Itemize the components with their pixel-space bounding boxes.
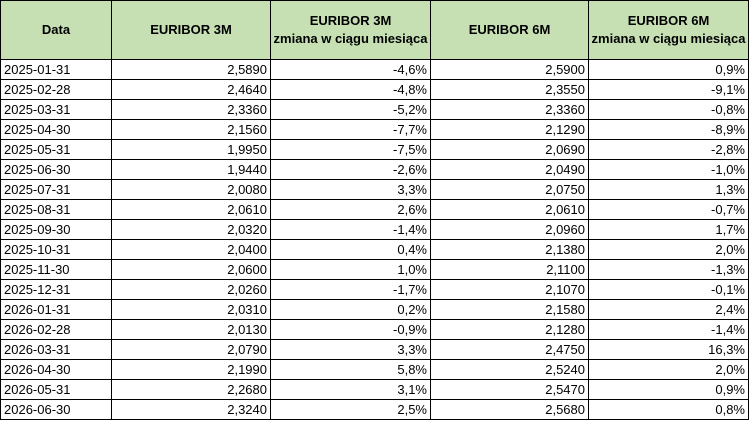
euribor-3m-cell: 2,0260 xyxy=(112,280,271,300)
table-row xyxy=(1,260,749,280)
date-cell: 2025-05-31 xyxy=(1,140,112,160)
euribor-6m-change-cell: -0,1% xyxy=(589,280,749,300)
header-row xyxy=(1,1,749,60)
euribor-6m-cell: 2,0690 xyxy=(431,140,589,160)
date-cell: 2026-02-28 xyxy=(1,320,112,340)
date-cell: 2025-03-31 xyxy=(1,100,112,120)
header-euribor-6m-change xyxy=(589,1,749,60)
date-cell: 2025-01-31 xyxy=(1,60,112,80)
euribor-6m-cell: 2,5470 xyxy=(431,380,589,400)
date-cell: 2025-12-31 xyxy=(1,280,112,300)
euribor-3m-cell: 1,9950 xyxy=(112,140,271,160)
euribor-6m-change-cell: 2,0% xyxy=(589,360,749,380)
euribor-6m-cell: 2,3360 xyxy=(431,100,589,120)
euribor-6m-cell: 2,5240 xyxy=(431,360,589,380)
euribor-3m-change-cell: 1,0% xyxy=(271,260,431,280)
euribor-6m-change-cell: -8,9% xyxy=(589,120,749,140)
table-row xyxy=(1,280,749,300)
euribor-6m-change-cell: 2,4% xyxy=(589,300,749,320)
table-row xyxy=(1,380,749,400)
table-row xyxy=(1,200,749,220)
table-row xyxy=(1,300,749,320)
header-euribor-6m-label: EURIBOR 6M xyxy=(468,22,551,37)
table-row xyxy=(1,320,749,340)
table-row xyxy=(1,140,749,160)
euribor-3m-cell: 2,3360 xyxy=(112,100,271,120)
header-euribor-3m-change-line2: zmiana w ciągu miesiąca xyxy=(273,31,428,46)
euribor-3m-cell: 2,4640 xyxy=(112,80,271,100)
header-euribor-6m xyxy=(431,1,589,60)
euribor-6m-cell: 2,5680 xyxy=(431,400,589,420)
euribor-6m-change-cell: -9,1% xyxy=(589,80,749,100)
euribor-3m-change-cell: 3,3% xyxy=(271,340,431,360)
date-cell: 2025-08-31 xyxy=(1,200,112,220)
euribor-3m-change-cell: -4,6% xyxy=(271,60,431,80)
table-row xyxy=(1,340,749,360)
euribor-3m-change-cell: -5,2% xyxy=(271,100,431,120)
table-row xyxy=(1,160,749,180)
euribor-6m-cell: 2,1580 xyxy=(431,300,589,320)
euribor-3m-change-cell: -7,5% xyxy=(271,140,431,160)
euribor-3m-cell: 2,5890 xyxy=(112,60,271,80)
table-row xyxy=(1,80,749,100)
euribor-6m-cell: 2,1380 xyxy=(431,240,589,260)
euribor-3m-cell: 2,0790 xyxy=(112,340,271,360)
euribor-6m-cell: 2,0960 xyxy=(431,220,589,240)
date-cell: 2026-03-31 xyxy=(1,340,112,360)
header-date xyxy=(1,1,112,60)
header-euribor-6m-change-line2: zmiana w ciągu miesiąca xyxy=(591,31,746,46)
table-row xyxy=(1,60,749,80)
header-euribor-6m-change-line1: EURIBOR 6M xyxy=(627,13,710,28)
date-cell: 2026-06-30 xyxy=(1,400,112,420)
euribor-3m-cell: 2,0600 xyxy=(112,260,271,280)
euribor-3m-change-cell: 2,5% xyxy=(271,400,431,420)
euribor-3m-cell: 2,1560 xyxy=(112,120,271,140)
euribor-6m-cell: 2,3550 xyxy=(431,80,589,100)
header-date-label: Data xyxy=(41,22,71,37)
euribor-3m-cell: 2,0080 xyxy=(112,180,271,200)
header-euribor-3m-change-line1: EURIBOR 3M xyxy=(309,13,392,28)
date-cell: 2025-04-30 xyxy=(1,120,112,140)
euribor-6m-change-cell: 1,7% xyxy=(589,220,749,240)
euribor-3m-change-cell: 0,2% xyxy=(271,300,431,320)
date-cell: 2025-10-31 xyxy=(1,240,112,260)
euribor-6m-change-cell: 0,8% xyxy=(589,400,749,420)
table-body xyxy=(1,60,749,420)
euribor-6m-change-cell: -1,4% xyxy=(589,320,749,340)
euribor-6m-change-cell: 0,9% xyxy=(589,60,749,80)
euribor-6m-cell: 2,0750 xyxy=(431,180,589,200)
euribor-6m-change-cell: -0,8% xyxy=(589,100,749,120)
euribor-6m-cell: 2,1280 xyxy=(431,320,589,340)
header-euribor-3m-label: EURIBOR 3M xyxy=(150,22,232,37)
euribor-6m-cell: 2,4750 xyxy=(431,340,589,360)
euribor-6m-change-cell: 0,9% xyxy=(589,380,749,400)
euribor-3m-change-cell: -7,7% xyxy=(271,120,431,140)
table-row xyxy=(1,240,749,260)
euribor-6m-cell: 2,1290 xyxy=(431,120,589,140)
table-row xyxy=(1,220,749,240)
euribor-3m-change-cell: -2,6% xyxy=(271,160,431,180)
table-row xyxy=(1,180,749,200)
euribor-6m-change-cell: -0,7% xyxy=(589,200,749,220)
euribor-3m-change-cell: 3,3% xyxy=(271,180,431,200)
date-cell: 2025-02-28 xyxy=(1,80,112,100)
table-row xyxy=(1,360,749,380)
date-cell: 2026-05-31 xyxy=(1,380,112,400)
date-cell: 2025-07-31 xyxy=(1,180,112,200)
table-row xyxy=(1,400,749,420)
euribor-3m-cell: 2,0320 xyxy=(112,220,271,240)
table-row xyxy=(1,120,749,140)
euribor-3m-cell: 2,0130 xyxy=(112,320,271,340)
euribor-3m-cell: 2,0400 xyxy=(112,240,271,260)
header-euribor-3m xyxy=(112,1,271,60)
euribor-6m-change-cell: 2,0% xyxy=(589,240,749,260)
header-euribor-3m-change xyxy=(271,1,431,60)
euribor-6m-change-cell: -2,8% xyxy=(589,140,749,160)
euribor-3m-change-cell: 2,6% xyxy=(271,200,431,220)
euribor-6m-cell: 2,0490 xyxy=(431,160,589,180)
date-cell: 2025-09-30 xyxy=(1,220,112,240)
euribor-6m-cell: 2,1100 xyxy=(431,260,589,280)
euribor-3m-change-cell: 3,1% xyxy=(271,380,431,400)
table-row xyxy=(1,100,749,120)
euribor-3m-cell: 1,9440 xyxy=(112,160,271,180)
euribor-6m-change-cell: 16,3% xyxy=(589,340,749,360)
euribor-3m-cell: 2,2680 xyxy=(112,380,271,400)
date-cell: 2025-06-30 xyxy=(1,160,112,180)
euribor-6m-cell: 2,5900 xyxy=(431,60,589,80)
euribor-3m-change-cell: -0,9% xyxy=(271,320,431,340)
euribor-3m-cell: 2,3240 xyxy=(112,400,271,420)
euribor-3m-cell: 2,0610 xyxy=(112,200,271,220)
euribor-6m-cell: 2,1070 xyxy=(431,280,589,300)
euribor-3m-cell: 2,1990 xyxy=(112,360,271,380)
euribor-6m-change-cell: 1,3% xyxy=(589,180,749,200)
date-cell: 2026-04-30 xyxy=(1,360,112,380)
euribor-3m-change-cell: 5,8% xyxy=(271,360,431,380)
euribor-3m-change-cell: 0,4% xyxy=(271,240,431,260)
euribor-3m-change-cell: -1,7% xyxy=(271,280,431,300)
euribor-3m-change-cell: -4,8% xyxy=(271,80,431,100)
euribor-6m-cell: 2,0610 xyxy=(431,200,589,220)
date-cell: 2025-11-30 xyxy=(1,260,112,280)
euribor-3m-cell: 2,0310 xyxy=(112,300,271,320)
euribor-3m-change-cell: -1,4% xyxy=(271,220,431,240)
date-cell: 2026-01-31 xyxy=(1,300,112,320)
euribor-6m-change-cell: -1,3% xyxy=(589,260,749,280)
euribor-6m-change-cell: -1,0% xyxy=(589,160,749,180)
